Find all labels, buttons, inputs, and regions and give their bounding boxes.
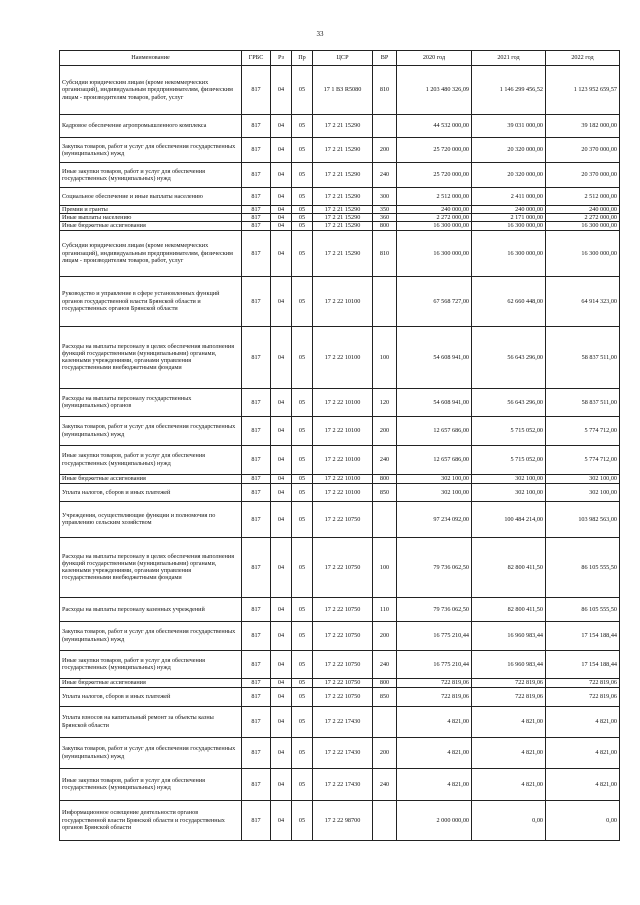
- table-row: [60, 501, 620, 537]
- cell-name: Уплата взносов на капитальный ремонт за объекты казны Брянской области: [60, 706, 242, 737]
- cell-vr: 850: [373, 483, 397, 501]
- cell-2020: 25 720 000,00: [397, 138, 472, 163]
- cell-rz: 04: [271, 474, 292, 483]
- cell-pr: 05: [292, 206, 313, 214]
- cell-2020: 44 532 000,00: [397, 115, 472, 138]
- cell-rz: 04: [271, 416, 292, 445]
- cell-vr: 300: [373, 188, 397, 206]
- cell-pr: 05: [292, 326, 313, 388]
- header-2022: 2022 год: [546, 51, 620, 66]
- cell-vr: 810: [373, 66, 397, 115]
- cell-csr: 17 2 21 15290: [313, 188, 373, 206]
- cell-pr: 05: [292, 276, 313, 326]
- cell-2020: 4 821,00: [397, 768, 472, 800]
- cell-rz: 04: [271, 188, 292, 206]
- cell-2022: 20 370 000,00: [546, 163, 620, 188]
- cell-vr: 240: [373, 445, 397, 474]
- cell-grbs: 817: [242, 597, 271, 621]
- cell-vr: 810: [373, 230, 397, 276]
- cell-pr: 05: [292, 115, 313, 138]
- cell-name: Уплата налогов, сборов и иных платежей: [60, 687, 242, 706]
- cell-name: Иные закупки товаров, работ и услуг для обеспечения государственных (муниципальных) нужд: [60, 768, 242, 800]
- cell-csr: 17 2 22 10100: [313, 388, 373, 416]
- cell-2020: 302 100,00: [397, 483, 472, 501]
- table-row: [60, 388, 620, 416]
- table-row: [60, 621, 620, 650]
- header-csr: ЦСР: [313, 51, 373, 66]
- cell-grbs: 817: [242, 115, 271, 138]
- cell-rz: 04: [271, 737, 292, 768]
- cell-2022: 4 821,00: [546, 706, 620, 737]
- cell-2020: 97 234 092,00: [397, 501, 472, 537]
- cell-vr: 350: [373, 206, 397, 214]
- cell-name: Кадровое обеспечение агропромышленного комплекса: [60, 115, 242, 138]
- cell-pr: 05: [292, 445, 313, 474]
- cell-2021: 16 300 000,00: [472, 230, 546, 276]
- cell-2021: 16 960 983,44: [472, 650, 546, 678]
- cell-2022: 39 182 000,00: [546, 115, 620, 138]
- cell-2020: 79 736 062,50: [397, 537, 472, 597]
- cell-2020: 25 720 000,00: [397, 163, 472, 188]
- cell-2021: 56 643 296,00: [472, 388, 546, 416]
- table-row: [60, 706, 620, 737]
- cell-grbs: 817: [242, 621, 271, 650]
- cell-name: Иные бюджетные ассигнования: [60, 678, 242, 687]
- cell-2021: 16 960 983,44: [472, 621, 546, 650]
- cell-rz: 04: [271, 650, 292, 678]
- cell-vr: 200: [373, 416, 397, 445]
- cell-name: Руководство и управление в сфере установленных функций органов государственной власти Брянской области и государственных органов Брянской области: [60, 276, 242, 326]
- cell-grbs: 817: [242, 737, 271, 768]
- cell-vr: 240: [373, 163, 397, 188]
- cell-2020: 722 819,06: [397, 687, 472, 706]
- cell-grbs: 817: [242, 138, 271, 163]
- header-2020: 2020 год: [397, 51, 472, 66]
- header-pr: Пр: [292, 51, 313, 66]
- cell-2022: 58 837 511,00: [546, 388, 620, 416]
- cell-vr: 240: [373, 650, 397, 678]
- cell-csr: 17 2 22 10750: [313, 501, 373, 537]
- cell-2020: 12 657 686,00: [397, 445, 472, 474]
- cell-grbs: 817: [242, 163, 271, 188]
- cell-name: Расходы на выплаты персоналу в целях обеспечения выполнения функций государственными (муниципальными) органами, казенными учреждениями, органами управления государственными внебюджетными фондами: [60, 537, 242, 597]
- cell-2022: 17 154 188,44: [546, 621, 620, 650]
- cell-name: Социальное обеспечение и иные выплаты населению: [60, 188, 242, 206]
- table-row: [60, 206, 620, 214]
- cell-rz: 04: [271, 800, 292, 840]
- table-row: [60, 188, 620, 206]
- cell-grbs: 817: [242, 326, 271, 388]
- cell-pr: 05: [292, 222, 313, 230]
- cell-grbs: 817: [242, 66, 271, 115]
- cell-pr: 05: [292, 474, 313, 483]
- cell-2022: 16 300 000,00: [546, 222, 620, 230]
- cell-csr: 17 2 22 98700: [313, 800, 373, 840]
- cell-2021: 5 715 052,00: [472, 416, 546, 445]
- page-number: 33: [316, 30, 324, 38]
- cell-2020: 4 821,00: [397, 737, 472, 768]
- cell-vr: 240: [373, 768, 397, 800]
- cell-name: Расходы на выплаты персоналу казенных учреждений: [60, 597, 242, 621]
- cell-vr: 360: [373, 214, 397, 222]
- cell-pr: 05: [292, 687, 313, 706]
- cell-2021: 0,00: [472, 800, 546, 840]
- cell-pr: 05: [292, 678, 313, 687]
- cell-rz: 04: [271, 483, 292, 501]
- table-row: [60, 483, 620, 501]
- table-row: [60, 276, 620, 326]
- cell-vr: [373, 276, 397, 326]
- cell-2020: 12 657 686,00: [397, 416, 472, 445]
- cell-2020: 240 000,00: [397, 206, 472, 214]
- cell-2022: 722 819,06: [546, 687, 620, 706]
- cell-name: Иные бюджетные ассигнования: [60, 474, 242, 483]
- cell-rz: 04: [271, 687, 292, 706]
- cell-2022: 4 821,00: [546, 737, 620, 768]
- cell-csr: 17 2 22 10750: [313, 687, 373, 706]
- cell-2020: 4 821,00: [397, 706, 472, 737]
- cell-vr: 800: [373, 474, 397, 483]
- header-rz: Рз: [271, 51, 292, 66]
- cell-csr: 17 2 22 17430: [313, 737, 373, 768]
- cell-pr: 05: [292, 537, 313, 597]
- cell-vr: 850: [373, 687, 397, 706]
- cell-grbs: 817: [242, 474, 271, 483]
- cell-2021: 722 819,06: [472, 678, 546, 687]
- table-row: [60, 800, 620, 840]
- cell-name: Иные выплаты населению: [60, 214, 242, 222]
- table-row: [60, 115, 620, 138]
- header-2021: 2021 год: [472, 51, 546, 66]
- cell-name: Закупка товаров, работ и услуг для обеспечения государственных (муниципальных) нужд: [60, 737, 242, 768]
- header-name: Наименование: [60, 51, 242, 66]
- cell-2021: 16 300 000,00: [472, 222, 546, 230]
- cell-csr: 17 2 22 10750: [313, 678, 373, 687]
- cell-csr: 17 2 21 15290: [313, 163, 373, 188]
- cell-csr: 17 2 22 10100: [313, 445, 373, 474]
- cell-vr: 200: [373, 138, 397, 163]
- cell-vr: 100: [373, 537, 397, 597]
- cell-rz: 04: [271, 326, 292, 388]
- cell-grbs: 817: [242, 388, 271, 416]
- cell-2022: 2 512 000,00: [546, 188, 620, 206]
- cell-name: Иные закупки товаров, работ и услуг для обеспечения государственных (муниципальных) нужд: [60, 163, 242, 188]
- cell-2022: 20 370 000,00: [546, 138, 620, 163]
- table-row: [60, 214, 620, 222]
- header-vr: ВР: [373, 51, 397, 66]
- cell-pr: 05: [292, 737, 313, 768]
- cell-pr: 05: [292, 597, 313, 621]
- cell-vr: 100: [373, 326, 397, 388]
- cell-2020: 1 203 480 326,09: [397, 66, 472, 115]
- cell-2021: 39 031 000,00: [472, 115, 546, 138]
- cell-rz: 04: [271, 388, 292, 416]
- cell-2022: 17 154 188,44: [546, 650, 620, 678]
- cell-2022: 240 000,00: [546, 206, 620, 214]
- cell-rz: 04: [271, 768, 292, 800]
- cell-2021: 100 484 214,00: [472, 501, 546, 537]
- cell-name: Расходы на выплаты персоналу в целях обеспечения выполнения функций государственными (муниципальными) органами, казенными учреждениями, органами управления государственными внебюджетными фондами: [60, 326, 242, 388]
- cell-pr: 05: [292, 138, 313, 163]
- cell-rz: 04: [271, 138, 292, 163]
- cell-name: Премии и гранты: [60, 206, 242, 214]
- cell-2022: 86 105 555,50: [546, 597, 620, 621]
- cell-name: Закупка товаров, работ и услуг для обеспечения государственных (муниципальных) нужд: [60, 621, 242, 650]
- cell-csr: 17 2 22 10750: [313, 621, 373, 650]
- cell-2022: 103 982 563,00: [546, 501, 620, 537]
- cell-2020: 2 272 000,00: [397, 214, 472, 222]
- cell-2022: 0,00: [546, 800, 620, 840]
- cell-csr: 17 2 22 10750: [313, 537, 373, 597]
- cell-csr: 17 2 22 10100: [313, 416, 373, 445]
- cell-2022: 5 774 712,00: [546, 416, 620, 445]
- cell-vr: 200: [373, 621, 397, 650]
- cell-csr: 17 2 21 15290: [313, 214, 373, 222]
- cell-grbs: 817: [242, 678, 271, 687]
- cell-2022: 86 105 555,50: [546, 537, 620, 597]
- cell-grbs: 817: [242, 214, 271, 222]
- cell-vr: 200: [373, 737, 397, 768]
- cell-vr: [373, 115, 397, 138]
- cell-grbs: 817: [242, 206, 271, 214]
- cell-csr: 17 2 21 15290: [313, 222, 373, 230]
- cell-csr: 17 2 21 15290: [313, 206, 373, 214]
- cell-pr: 05: [292, 501, 313, 537]
- cell-rz: 04: [271, 706, 292, 737]
- cell-2022: 722 819,06: [546, 678, 620, 687]
- cell-2021: 56 643 296,00: [472, 326, 546, 388]
- cell-vr: [373, 501, 397, 537]
- cell-vr: 800: [373, 678, 397, 687]
- cell-2022: 16 300 000,00: [546, 230, 620, 276]
- cell-2021: 82 800 411,50: [472, 597, 546, 621]
- cell-csr: 17 2 22 10100: [313, 326, 373, 388]
- cell-grbs: 817: [242, 230, 271, 276]
- cell-vr: 800: [373, 222, 397, 230]
- cell-rz: 04: [271, 597, 292, 621]
- cell-pr: 05: [292, 214, 313, 222]
- cell-2022: 2 272 000,00: [546, 214, 620, 222]
- cell-2022: 1 123 952 659,57: [546, 66, 620, 115]
- cell-2021: 1 146 299 456,52: [472, 66, 546, 115]
- cell-pr: 05: [292, 483, 313, 501]
- cell-2021: 20 320 000,00: [472, 138, 546, 163]
- cell-csr: 17 2 22 10100: [313, 483, 373, 501]
- cell-2022: 4 821,00: [546, 768, 620, 800]
- cell-name: Закупка товаров, работ и услуг для обеспечения государственных (муниципальных) нужд: [60, 138, 242, 163]
- cell-2020: 67 568 727,00: [397, 276, 472, 326]
- cell-2020: 16 300 000,00: [397, 222, 472, 230]
- cell-name: Иные закупки товаров, работ и услуг для обеспечения государственных (муниципальных) нужд: [60, 445, 242, 474]
- cell-2021: 20 320 000,00: [472, 163, 546, 188]
- cell-name: Уплата налогов, сборов и иных платежей: [60, 483, 242, 501]
- table-row: [60, 537, 620, 597]
- cell-2020: 722 819,06: [397, 678, 472, 687]
- cell-2021: 302 100,00: [472, 483, 546, 501]
- table-row: [60, 445, 620, 474]
- cell-2021: 4 821,00: [472, 737, 546, 768]
- cell-pr: 05: [292, 388, 313, 416]
- cell-rz: 04: [271, 678, 292, 687]
- cell-rz: 04: [271, 214, 292, 222]
- cell-2020: 2 000 000,00: [397, 800, 472, 840]
- cell-name: Субсидии юридическим лицам (кроме некоммерческих организаций), индивидуальным предпринимателям, физическим лицам - производителям товаров, работ, услуг: [60, 66, 242, 115]
- cell-rz: 04: [271, 230, 292, 276]
- budget-table: [59, 50, 620, 841]
- cell-name: Информационное освещение деятельности органов государственной власти Брянской области и государственных органов Брянской области: [60, 800, 242, 840]
- table-row: [60, 66, 620, 115]
- table-row: [60, 416, 620, 445]
- cell-rz: 04: [271, 445, 292, 474]
- cell-name: Субсидии юридическим лицам (кроме некоммерческих организаций), индивидуальным предпринимателям, физическим лицам - производителям товаров, работ, услуг: [60, 230, 242, 276]
- cell-grbs: 817: [242, 222, 271, 230]
- cell-2021: 722 819,06: [472, 687, 546, 706]
- cell-2021: 302 100,00: [472, 474, 546, 483]
- cell-csr: 17 2 21 15290: [313, 230, 373, 276]
- cell-pr: 05: [292, 230, 313, 276]
- cell-name: Иные закупки товаров, работ и услуг для обеспечения государственных (муниципальных) нужд: [60, 650, 242, 678]
- table-row: [60, 768, 620, 800]
- cell-grbs: 817: [242, 768, 271, 800]
- cell-grbs: 817: [242, 687, 271, 706]
- table-row: [60, 326, 620, 388]
- cell-2021: 2 171 000,00: [472, 214, 546, 222]
- cell-2021: 62 660 448,00: [472, 276, 546, 326]
- cell-rz: 04: [271, 66, 292, 115]
- table-row: [60, 230, 620, 276]
- cell-csr: 17 2 22 17430: [313, 706, 373, 737]
- cell-2022: 5 774 712,00: [546, 445, 620, 474]
- cell-rz: 04: [271, 222, 292, 230]
- cell-vr: [373, 800, 397, 840]
- cell-grbs: 817: [242, 416, 271, 445]
- table-row: [60, 474, 620, 483]
- table-row: [60, 687, 620, 706]
- table-row: [60, 138, 620, 163]
- cell-rz: 04: [271, 163, 292, 188]
- cell-csr: 17 2 22 10100: [313, 474, 373, 483]
- cell-pr: 05: [292, 768, 313, 800]
- table-row: [60, 678, 620, 687]
- cell-csr: 17 2 22 10100: [313, 276, 373, 326]
- cell-grbs: 817: [242, 483, 271, 501]
- cell-csr: 17 2 22 10750: [313, 650, 373, 678]
- table-row: [60, 650, 620, 678]
- cell-2020: 54 608 941,00: [397, 388, 472, 416]
- cell-rz: 04: [271, 501, 292, 537]
- table-row: [60, 163, 620, 188]
- cell-2022: 64 914 323,00: [546, 276, 620, 326]
- cell-2020: 54 608 941,00: [397, 326, 472, 388]
- cell-csr: 17 2 22 10750: [313, 597, 373, 621]
- cell-grbs: 817: [242, 188, 271, 206]
- cell-2021: 240 000,00: [472, 206, 546, 214]
- cell-name: Иные бюджетные ассигнования: [60, 222, 242, 230]
- cell-rz: 04: [271, 276, 292, 326]
- cell-2020: 16 775 210,44: [397, 650, 472, 678]
- cell-2020: 16 775 210,44: [397, 621, 472, 650]
- header-grbs: ГРБС: [242, 51, 271, 66]
- cell-2020: 302 100,00: [397, 474, 472, 483]
- cell-rz: 04: [271, 206, 292, 214]
- cell-name: Расходы на выплаты персоналу государственных (муниципальных) органов: [60, 388, 242, 416]
- cell-name: Закупка товаров, работ и услуг для обеспечения государственных (муниципальных) нужд: [60, 416, 242, 445]
- cell-2022: 302 100,00: [546, 474, 620, 483]
- cell-grbs: 817: [242, 501, 271, 537]
- cell-rz: 04: [271, 537, 292, 597]
- cell-pr: 05: [292, 706, 313, 737]
- cell-grbs: 817: [242, 276, 271, 326]
- cell-csr: 17 2 22 17430: [313, 768, 373, 800]
- cell-rz: 04: [271, 621, 292, 650]
- cell-2020: 79 736 062,50: [397, 597, 472, 621]
- cell-vr: [373, 706, 397, 737]
- cell-vr: 120: [373, 388, 397, 416]
- cell-pr: 05: [292, 163, 313, 188]
- table-row: [60, 597, 620, 621]
- cell-pr: 05: [292, 188, 313, 206]
- cell-pr: 05: [292, 621, 313, 650]
- cell-2022: 302 100,00: [546, 483, 620, 501]
- cell-2021: 5 715 052,00: [472, 445, 546, 474]
- table-body: [60, 66, 620, 841]
- cell-grbs: 817: [242, 445, 271, 474]
- cell-rz: 04: [271, 115, 292, 138]
- cell-2021: 2 411 000,00: [472, 188, 546, 206]
- cell-pr: 05: [292, 416, 313, 445]
- cell-2020: 2 512 000,00: [397, 188, 472, 206]
- cell-grbs: 817: [242, 537, 271, 597]
- cell-2021: 4 821,00: [472, 768, 546, 800]
- cell-2021: 82 800 411,50: [472, 537, 546, 597]
- cell-name: Учреждения, осуществляющие функции и полномочия по управлению сельским хозяйством: [60, 501, 242, 537]
- cell-2021: 4 821,00: [472, 706, 546, 737]
- cell-vr: 110: [373, 597, 397, 621]
- table-row: [60, 737, 620, 768]
- cell-csr: 17 1 ВЗ R5080: [313, 66, 373, 115]
- cell-2020: 16 300 000,00: [397, 230, 472, 276]
- table-header-row: [60, 51, 620, 66]
- cell-grbs: 817: [242, 706, 271, 737]
- cell-2022: 58 837 511,00: [546, 326, 620, 388]
- cell-pr: 05: [292, 800, 313, 840]
- cell-csr: 17 2 21 15290: [313, 138, 373, 163]
- cell-pr: 05: [292, 650, 313, 678]
- cell-csr: 17 2 21 15290: [313, 115, 373, 138]
- table-row: [60, 222, 620, 230]
- cell-grbs: 817: [242, 800, 271, 840]
- cell-grbs: 817: [242, 650, 271, 678]
- cell-pr: 05: [292, 66, 313, 115]
